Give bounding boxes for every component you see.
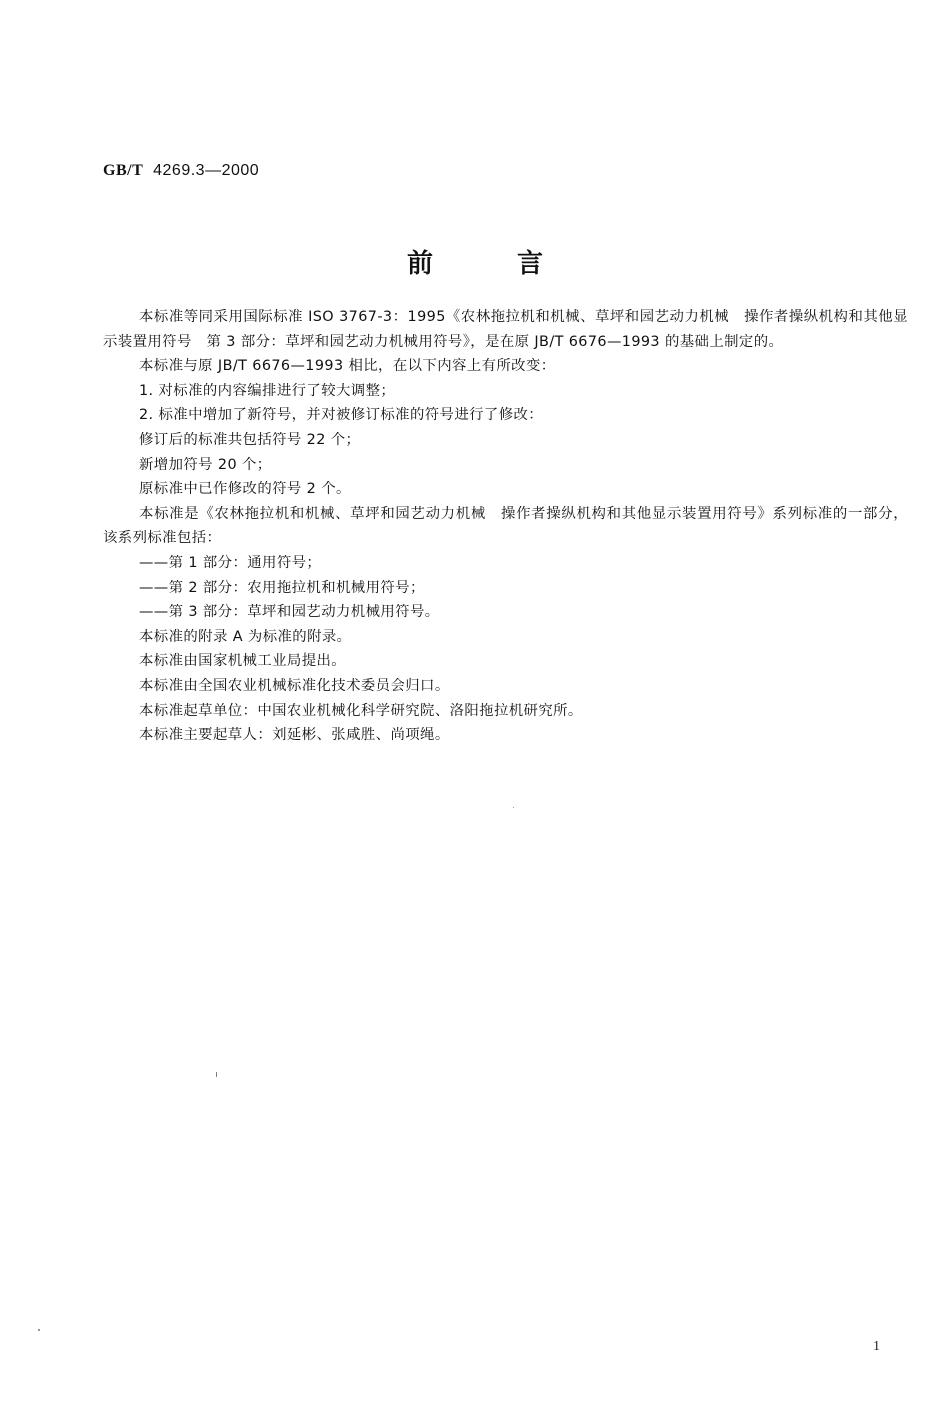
standard-code [103,162,259,180]
change-item-2: 2. 标准中增加了新符号，并对被修订标准的符号进行了修改： [139,407,544,424]
series-part-3: ——第 3 部分：草坪和园艺动力机械用符号。 [139,604,440,621]
standard-prefix: GB/T [103,162,144,179]
paragraph-annex: 本标准的附录 A 为标准的附录。 [139,628,352,645]
symbol-count-total: 修订后的标准共包括符号 22 个； [139,431,361,448]
paragraph-series: 本标准是《农林拖拉机和机械、草坪和园艺动力机械 操作者操纵机构和其他显示装置用符号》系列标准的一部分，该系列标准包括： [103,505,908,547]
series-part-1: ——第 1 部分：通用符号； [139,554,322,571]
change-item-1: 1. 对标准的内容编排进行了较大调整； [139,382,396,399]
scan-speck [38,1329,40,1331]
paragraph-drafting-units: 本标准起草单位：中国农业机械化科学研究院、洛阳拖拉机研究所。 [139,702,583,719]
scan-speck [216,1072,217,1077]
series-part-2: ——第 2 部分：农用拖拉机和机械用符号； [139,579,425,596]
page-title: 前言 [406,249,627,279]
foreword-body [103,305,908,748]
paragraph-changes-intro: 本标准与原 JB/T 6676—1993 相比，在以下内容上有所改变： [139,358,556,375]
scan-speck [513,807,514,808]
paragraph-proposer: 本标准由国家机械工业局提出。 [139,653,347,670]
paragraph-adoption: 本标准等同采用国际标准 ISO 3767-3：1995《农林拖拉机和机械、草坪和园艺动力机械 操作者操纵机构和其他显示装置用符号 第 3 部分：草坪和园艺动力机械用符号》，是在原 JB/T 6676—1993 的基础上制定的。 [103,309,908,350]
paragraph-committee: 本标准由全国农业机械标准化技术委员会归口。 [139,677,450,694]
symbol-count-modified: 原标准中已作修改的符号 2 个。 [139,481,351,498]
paragraph-drafters: 本标准主要起草人：刘延彬、张咸胜、尚项绳。 [139,727,450,744]
page-number: 1 [873,1339,880,1354]
symbol-count-new: 新增加符号 20 个； [139,456,272,473]
standard-number: 4269.3—2000 [153,162,260,179]
